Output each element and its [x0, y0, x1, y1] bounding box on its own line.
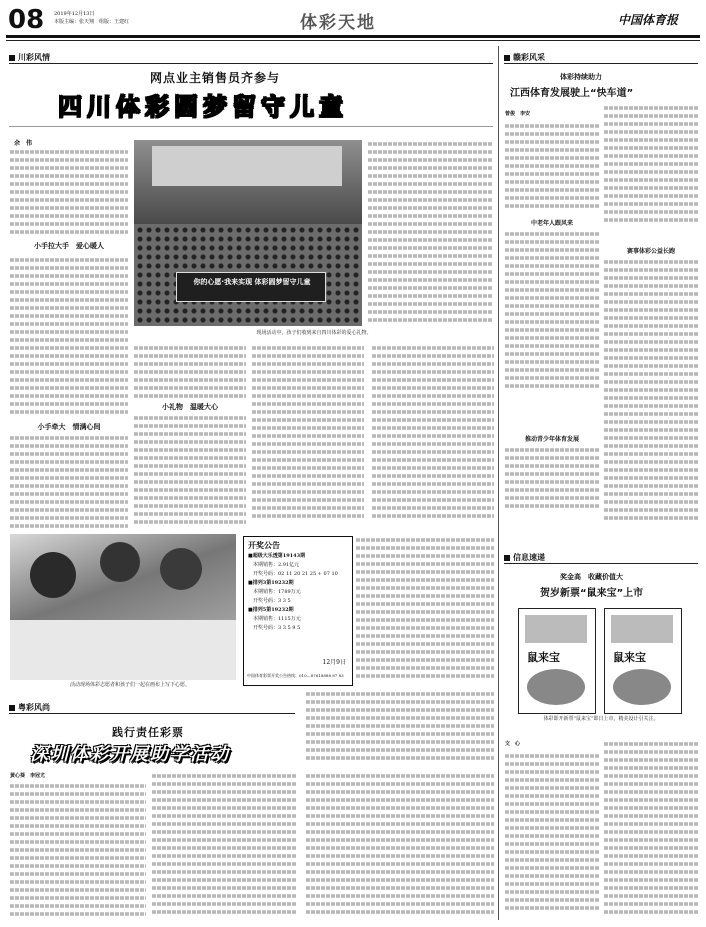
section-title: 体彩天地: [300, 13, 376, 33]
bottom-body-col3: [306, 772, 494, 920]
body-text-col3c: [356, 536, 494, 686]
column-divider: [498, 46, 499, 920]
editors-line: 本版主编：张天翔 组版：王建红: [54, 19, 130, 25]
right-body-col2b: [604, 258, 698, 538]
body-text-col2c: [252, 344, 364, 530]
body-text-col1c: [10, 434, 128, 530]
section-rule-bottom: [9, 713, 295, 714]
article-headline: 四川体彩圆梦留守儿童: [58, 93, 348, 121]
info-headline: 贺岁新票“鼠来宝”上市: [540, 588, 644, 599]
body-text-col3a: [368, 140, 492, 328]
notice-title: 开奖公告: [248, 541, 280, 550]
body-text-col1b: [10, 256, 128, 420]
notice-line: 本期销售：2.91亿元: [248, 562, 300, 568]
header-rule-thin: [6, 40, 700, 41]
group-photo: [134, 140, 362, 326]
info-body-col1: [505, 752, 599, 922]
kids-drawing-photo: [10, 534, 236, 680]
page-number: 08: [8, 5, 45, 35]
body-text-col2d: [306, 690, 494, 770]
subhead-1: 小手拉大手 爱心暖人: [34, 242, 104, 250]
paper-name: 中国体育报: [618, 13, 679, 27]
bottom-byline: 黄心葵 李冠尤: [10, 773, 46, 779]
notice-line: 本期销售：1115万元: [248, 616, 301, 622]
headline-rule: [9, 126, 493, 127]
section-rule: [9, 63, 493, 64]
section-rule-info: [504, 563, 698, 564]
section-tag-info: 信息速递: [504, 552, 545, 563]
date-line: 2019年12月13日: [54, 11, 95, 17]
notice-date: 12月9日: [322, 659, 346, 666]
notice-line: 本期销售：1789万元: [248, 589, 301, 595]
section-tag-jiangxi: 赣彩风采: [504, 52, 545, 63]
right-subhead-2: 赛事体彩公益长跑: [626, 248, 675, 255]
bottom-body-col1: [10, 782, 146, 920]
lottery-ticket-right: [604, 608, 682, 714]
lottery-ticket-left: [518, 608, 596, 714]
lottery-notice-box: [243, 536, 353, 686]
byline: 余 伟: [14, 140, 33, 147]
bottom-body-col2: [152, 772, 296, 920]
notice-footer: 中国体育彩票开奖公告热线：010—87618888 87 83: [247, 673, 344, 678]
info-kicker: 奖金高 收藏价值大: [560, 573, 623, 581]
section-tag-guangdong: 粤彩风尚: [9, 702, 50, 713]
body-text-col2b: [134, 414, 246, 534]
notice-line: ■排列5第19232期: [248, 607, 294, 613]
subhead-middle: 小礼物 温暖大心: [162, 403, 218, 411]
section-rule-right: [504, 63, 698, 64]
right-kicker: 体彩持续助力: [560, 73, 602, 81]
notice-line: ■排列3第19232期: [248, 580, 294, 586]
right-headline: 江西体育发展驶上“快车道”: [510, 88, 634, 99]
notice-line: 开奖号码：3 3 5: [248, 598, 291, 604]
right-body-col1c: [505, 446, 599, 536]
right-byline: 曾俊 李安: [505, 111, 531, 117]
ticket-title: 鼠来宝: [613, 651, 646, 664]
subhead-2: 小手牵大 情满心间: [37, 423, 101, 431]
bottom-kicker: 践行责任彩票: [112, 726, 184, 739]
notice-line: 开奖号码：3 3 5 9 5: [248, 625, 301, 631]
info-byline: 文 心: [505, 741, 521, 747]
body-text-col1a: [10, 148, 128, 238]
notice-line: 开奖号码：02 11 20 21 25 + 07 10: [248, 571, 338, 577]
photo-caption: 现场活动中，孩子们收到来自四川体彩的爱心礼物。: [256, 330, 372, 336]
banner-text: 你的心愿·我来实现 体彩圆梦留守儿童: [193, 278, 311, 286]
section-tag-sichuan: 川彩风情: [9, 52, 50, 63]
body-text-col3b: [372, 344, 494, 530]
right-subhead-1: 中老年人跟风来: [530, 220, 573, 227]
ticket-title: 鼠来宝: [527, 651, 560, 664]
bottom-headline: 深圳体彩开展助学活动: [30, 744, 230, 765]
right-subhead-3: 推动青少年体育发展: [524, 436, 579, 443]
article-kicker: 网点业主销售员齐参与: [150, 71, 281, 85]
right-body-col1b: [505, 230, 599, 396]
header-rule: [6, 35, 700, 38]
right-body-col2a: [604, 104, 698, 234]
info-body-col2: [604, 740, 698, 922]
right-body-col1a: [505, 122, 599, 218]
ticket-caption: 体彩即开新票“鼠来宝”即日上市，精美设计引关注。: [543, 716, 659, 722]
notice-line: ■超级大乐透第19143期: [248, 553, 306, 559]
kids-photo-caption: 活动现场体彩志愿者和孩子们一起在画布上写下心愿。: [69, 682, 190, 688]
